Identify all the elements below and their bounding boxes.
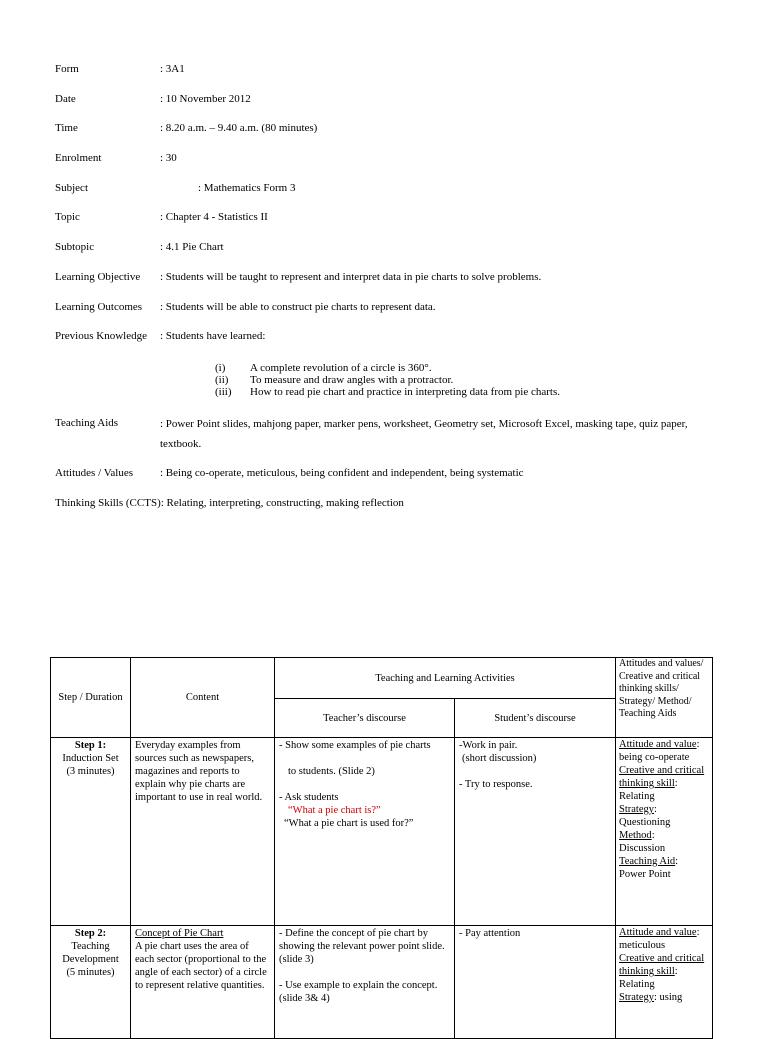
header-activities: Teaching and Learning Activities — [275, 658, 616, 699]
step1-cell: Step 1: Induction Set (3 minutes) — [51, 738, 131, 926]
step2-teacher: - Define the concept of pie chart by showing the relevant power point slide. (slide 3) - Use example to explain the concept. (slide 3& 4) — [275, 926, 455, 1039]
header-content: Content — [131, 658, 275, 738]
step2-cell: Step 2: Teaching Development (5 minutes) — [51, 926, 131, 1039]
table-row — [51, 738, 713, 926]
header-values: Attitudes and values/ Creative and critical thinking skills/ Strategy/ Method/ Teaching Aids — [616, 658, 713, 738]
step1-teacher: - Show some examples of pie charts to students. (Slide 2) - Ask students “What a pie chart is?” “What a pie chart is used for?” — [275, 738, 455, 926]
header-step: Step / Duration — [51, 658, 131, 738]
table-row — [51, 926, 713, 1039]
step2-values: Attitude and value: meticulous Creative and critical thinking skill: Relating Strategy: using — [616, 926, 713, 1039]
lesson-plan-table — [50, 657, 713, 1039]
step1-content: Everyday examples from sources such as newspapers, magazines and reports to explain why pie charts are important to use in real world. — [131, 738, 275, 926]
step2-content: Concept of Pie Chart A pie chart uses the area of each sector (proportional to the angle of each sector) of a circle to represent relative quantities. — [131, 926, 275, 1039]
header-student: Student’s discourse — [455, 699, 616, 738]
header-teacher: Teacher’s discourse — [275, 699, 455, 738]
table-header-row — [51, 658, 713, 699]
thinking-skills: Thinking Skills (CCTS): Relating, interpreting, constructing, making reflection — [55, 497, 404, 509]
step1-student: -Work in pair. (short discussion) - Try to response. — [455, 738, 616, 926]
step1-values: Attitude and value: being co-operate Creative and critical thinking skill: Relating Strategy: Questioning Method: Discussion Teaching Aid: Power Point — [616, 738, 713, 926]
step2-student: - Pay attention — [455, 926, 616, 1039]
